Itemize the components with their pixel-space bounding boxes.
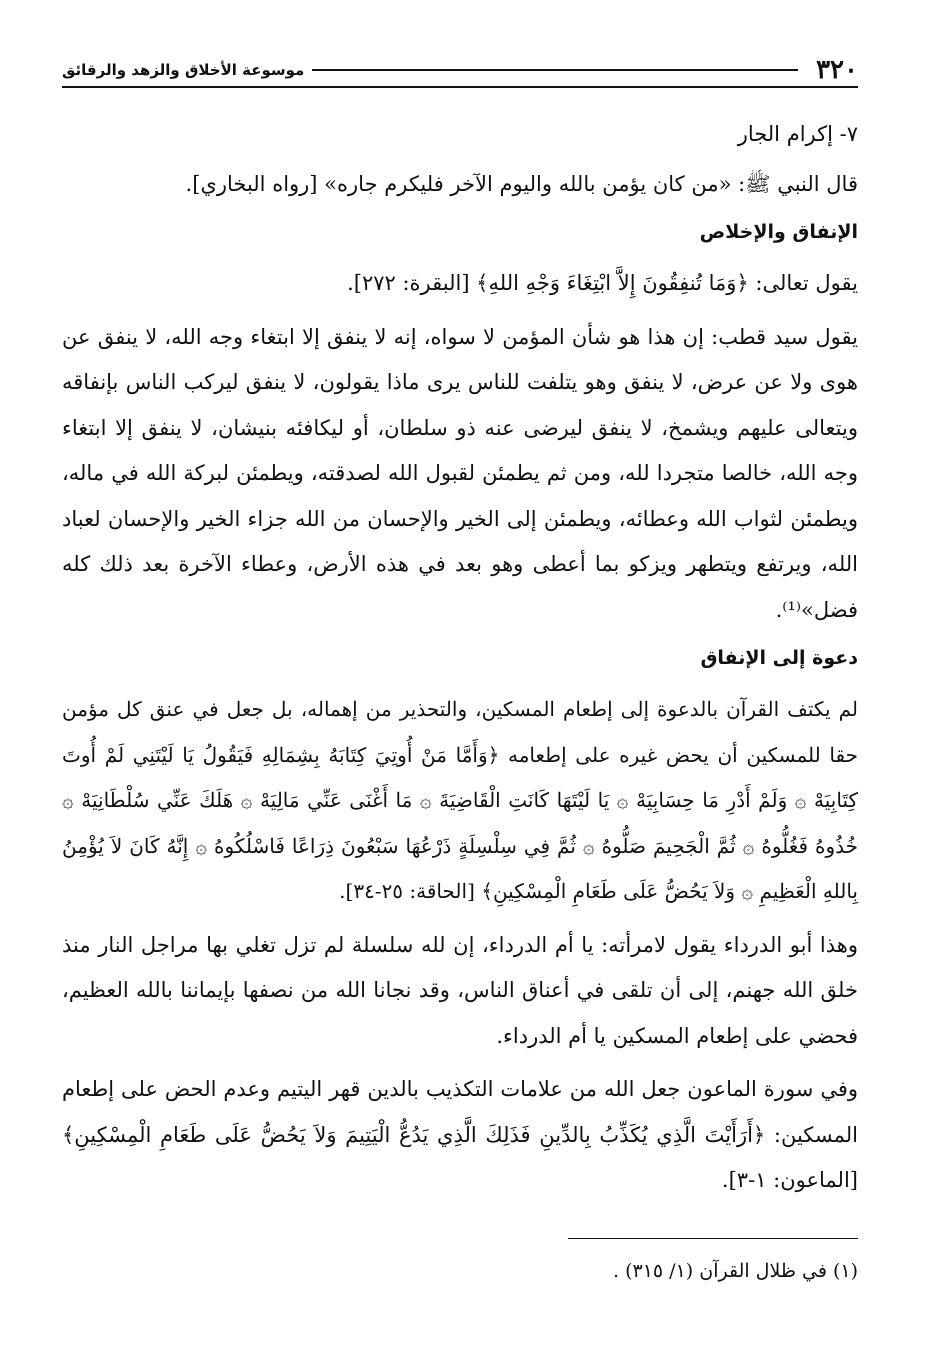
- main-content: [62, 112, 858, 1212]
- running-header: [62, 52, 858, 88]
- book-title: موسوعة الأخلاق والزهد والرقائق: [62, 61, 305, 79]
- page-number: ٣٢٠: [816, 55, 858, 85]
- paragraph-haqqa: لم يكتف القرآن بالدعوة إلى إطعام المسكين، والتحذير من إهماله، بل جعل في عنق كل مؤمن حقا للمسكين أن يحض غيره على إطعامه ﴿وَأَمَّا مَنْ أُوتِيَ كِتَابَهُ بِشِمَالِهِ فَيَقُولُ يَا لَيْتَنِي لَمْ أُوتَ كِتَابِيَهْ ۞ وَلَمْ أَدْرِ مَا حِسَابِيَهْ ۞ يَا لَيْتَهَا كَانَتِ الْقَاضِيَةَ ۞ مَا أَغْنَى عَنِّي مَالِيَهْ ۞ هَلَكَ عَنِّي سُلْطَانِيَهْ ۞ خُذُوهُ فَغُلُّوهُ ۞ ثُمَّ الْجَحِيمَ صَلُّوهُ ۞ ثُمَّ فِي سِلْسِلَةٍ ذَرْعُهَا سَبْعُونَ ذِرَاعًا فَاسْلُكُوهُ ۞ إِنَّهُ كَانَ لاَ يُؤْمِنُ بِاللهِ الْعَظِيمِ ۞ وَلاَ يَحُضُّ عَلَى طَعَامِ الْمِسْكِينِ﴾ [الحاقة: ٢٥-٣٤].: [62, 697, 858, 903]
- verse-baqara: يقول تعالى: ﴿وَمَا تُنفِقُونَ إِلاَّ ابْتِغَاءَ وَجْهِ اللهِ﴾ [البقرة: ٢٧٢].: [347, 271, 858, 295]
- paragraph-maun: وفي سورة الماعون جعل الله من علامات التكذيب بالدين قهر اليتيم وعدم الحض على إطعام المسكين: ﴿أَرَأَيْتَ الَّذِي يُكَذِّبُ بِالدِّينِ فَذَلِكَ الَّذِي يَدُعُّ الْيَتِيمَ وَلاَ يَحُضُّ عَلَى طَعَامِ الْمِسْكِينِ﴾ [الماعون: ١-٣].: [62, 1077, 858, 1192]
- sayyid-qutb-quote: يقول سيد قطب: إن هذا هو شأن المؤمن لا سواه، إنه لا ينفق إلا ابتغاء وجه الله، لا ينفق عن هوى ولا عن عرض، لا ينفق وهو يتلفت للناس يرى ماذا يقولون، لا ينفق ليركب الناس بإنفاقه ويتعالى عليهم ويشمخ، لا ينفق ليرضى عنه ذو سلطان، أو ليكافئه بنيشان، لا ينفق إلا ابتغاء وجه الله، خالصا متجردا لله، ومن ثم يطمئن لقبول الله لصدقته، ويطمئن لبركة الله في ماله، ويطمئن لثواب الله وعطائه، ويطمئن إلى الخير والإحسان من الله جزاء الخير والإحسان لعباد الله، ويرتفع ويتطهر ويزكو بما أعطى وهو بعد في هذه الأرض، وعطاء الآخرة بعد ذلك كله فضل»⁽¹⁾.: [62, 324, 858, 622]
- header-line: [312, 69, 798, 71]
- section-7-body: قال النبي ﷺ: «من كان يؤمن بالله واليوم الآخر فليكرم جاره» [رواه البخاري].: [185, 171, 858, 196]
- section-7-title: ٧- إكرام الجار: [737, 122, 858, 146]
- heading-dawa-infaq: دعوة إلى الإنفاق: [700, 647, 858, 669]
- heading-infaq-ikhlas: الإنفاق والإخلاص: [699, 221, 858, 243]
- footnote: (١) في ظلال القرآن (١/ ٣١٥) .: [613, 1260, 858, 1282]
- footnote-separator: [568, 1238, 858, 1239]
- header-rule: [62, 86, 858, 88]
- paragraph-abu-darda: وهذا أبو الدرداء يقول لامرأته: يا أم الدرداء، إن لله سلسلة لم تزل تغلي بها مراجل النار منذ خلق الله جهنم، إلى أن تلقى في أعناق الناس، وقد نجانا الله من نصفها بإيماننا بالله العظيم، فحضي على إطعام المسكين يا أم الدرداء.: [62, 932, 858, 1048]
